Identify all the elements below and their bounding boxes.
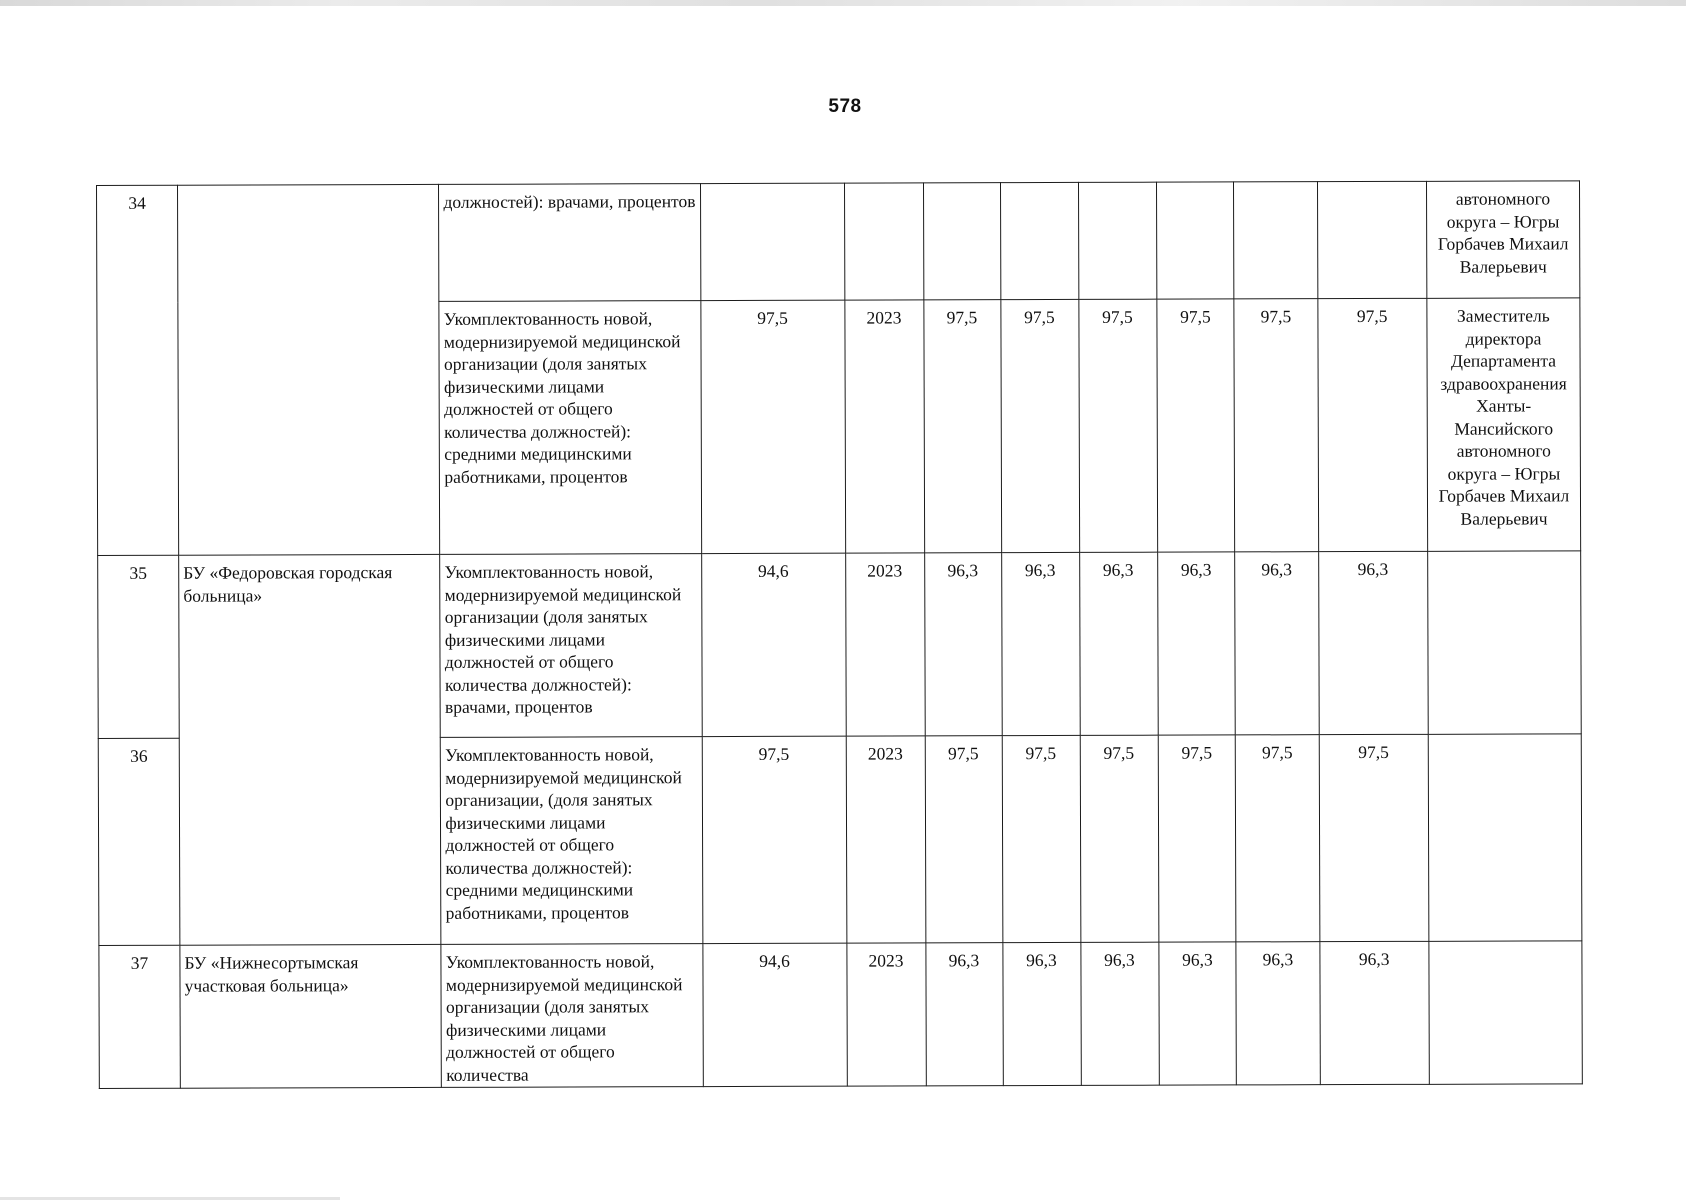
value-cell: 97,5 (1002, 735, 1081, 942)
value-cell (1078, 182, 1156, 299)
responsible-cell (1429, 941, 1583, 1084)
organization-cell (178, 184, 441, 555)
base-year-cell: 2023 (845, 553, 925, 736)
value-cell: 97,5 (1319, 734, 1429, 941)
table-body (97, 181, 1583, 1089)
value-cell: 96,3 (1319, 941, 1429, 1084)
row-number-cell: 35 (98, 555, 180, 738)
value-cell: 97,5 (1158, 735, 1237, 942)
organization-cell: БУ «Нижнесортымская участковая больница» (180, 944, 442, 1088)
table-row (97, 181, 1580, 303)
value-cell (1317, 181, 1427, 298)
value-cell: 96,3 (924, 553, 1002, 736)
value-cell: 96,3 (1080, 942, 1158, 1085)
base-year-cell: 2023 (846, 943, 925, 1086)
indicator-cell: Укомплектованность новой, модернизируемой медицинской организации (доля занятых физическими лицами должностей от общего количества должностей): средними медицинскими работниками, процентов (439, 301, 701, 555)
table-row (98, 551, 1582, 739)
value-cell (1234, 182, 1317, 299)
scan-top-edge (0, 0, 1686, 6)
indicator-cell: Укомплектованность новой, модернизируемой медицинской организации (доля занятых физическими лицами должностей от общего количества должностей): врачами, процентов (440, 554, 702, 738)
value-cell (1000, 182, 1078, 299)
value-cell: 97,5 (1156, 299, 1235, 552)
value-cell: 97,5 (925, 736, 1003, 943)
value-cell: 96,3 (1235, 552, 1319, 735)
indicator-cell: Укомплектованность новой, модернизируемой медицинской организации, (доля занятых физическими лицами должностей от общего количества должностей): средними медицинскими работниками, процентов (441, 737, 703, 945)
value-cell: 96,3 (925, 943, 1002, 1086)
indicator-cell: должностей): врачами, процентов (439, 184, 701, 302)
responsible-cell: автономного округа – Югры Горбачев Михаил Валерьевич (1426, 181, 1579, 298)
value-cell: 96,3 (1001, 552, 1080, 735)
value-cell: 96,3 (1002, 942, 1080, 1085)
row-number-cell: 36 (98, 738, 180, 945)
base-value-cell (700, 183, 844, 300)
indicator-cell: Укомплектованность новой, модернизируемой медицинской организации (доля занятых физическими лицами должностей от общего количества (441, 944, 703, 1088)
value-cell: 96,3 (1158, 942, 1236, 1085)
base-value-cell: 94,6 (701, 553, 845, 736)
responsible-cell: Заместитель директора Департамента здравоохранения Ханты-Мансийского автономного округа – Югры Горбачев Михаил Валерьевич (1427, 298, 1581, 551)
base-value-cell: 94,6 (703, 943, 847, 1086)
table-row (99, 941, 1582, 1089)
document-page (96, 180, 1583, 1185)
page-number: 578 (828, 96, 862, 117)
value-cell: 97,5 (923, 300, 1001, 553)
value-cell: 96,3 (1157, 552, 1236, 735)
value-cell: 97,5 (1234, 299, 1318, 552)
value-cell: 96,3 (1318, 551, 1428, 734)
value-cell: 97,5 (1317, 298, 1427, 551)
base-year-cell (844, 183, 923, 300)
value-cell: 96,3 (1236, 942, 1320, 1085)
base-value-cell: 97,5 (701, 300, 846, 553)
base-year-cell: 2023 (844, 300, 924, 553)
value-cell (1156, 182, 1234, 299)
value-cell: 97,5 (1236, 735, 1320, 942)
base-value-cell: 97,5 (702, 736, 846, 943)
value-cell: 97,5 (1078, 299, 1157, 552)
responsible-cell (1428, 734, 1582, 941)
value-cell: 97,5 (1000, 299, 1079, 552)
value-cell: 97,5 (1080, 735, 1159, 942)
value-cell (923, 183, 1000, 300)
responsible-cell (1428, 551, 1582, 734)
indicators-table (96, 180, 1583, 1089)
value-cell: 96,3 (1079, 552, 1158, 735)
row-number-cell: 37 (99, 945, 180, 1088)
base-year-cell: 2023 (846, 736, 926, 943)
organization-cell: БУ «Федоровская городская больница» (179, 554, 442, 945)
row-number-cell: 34 (97, 185, 179, 555)
